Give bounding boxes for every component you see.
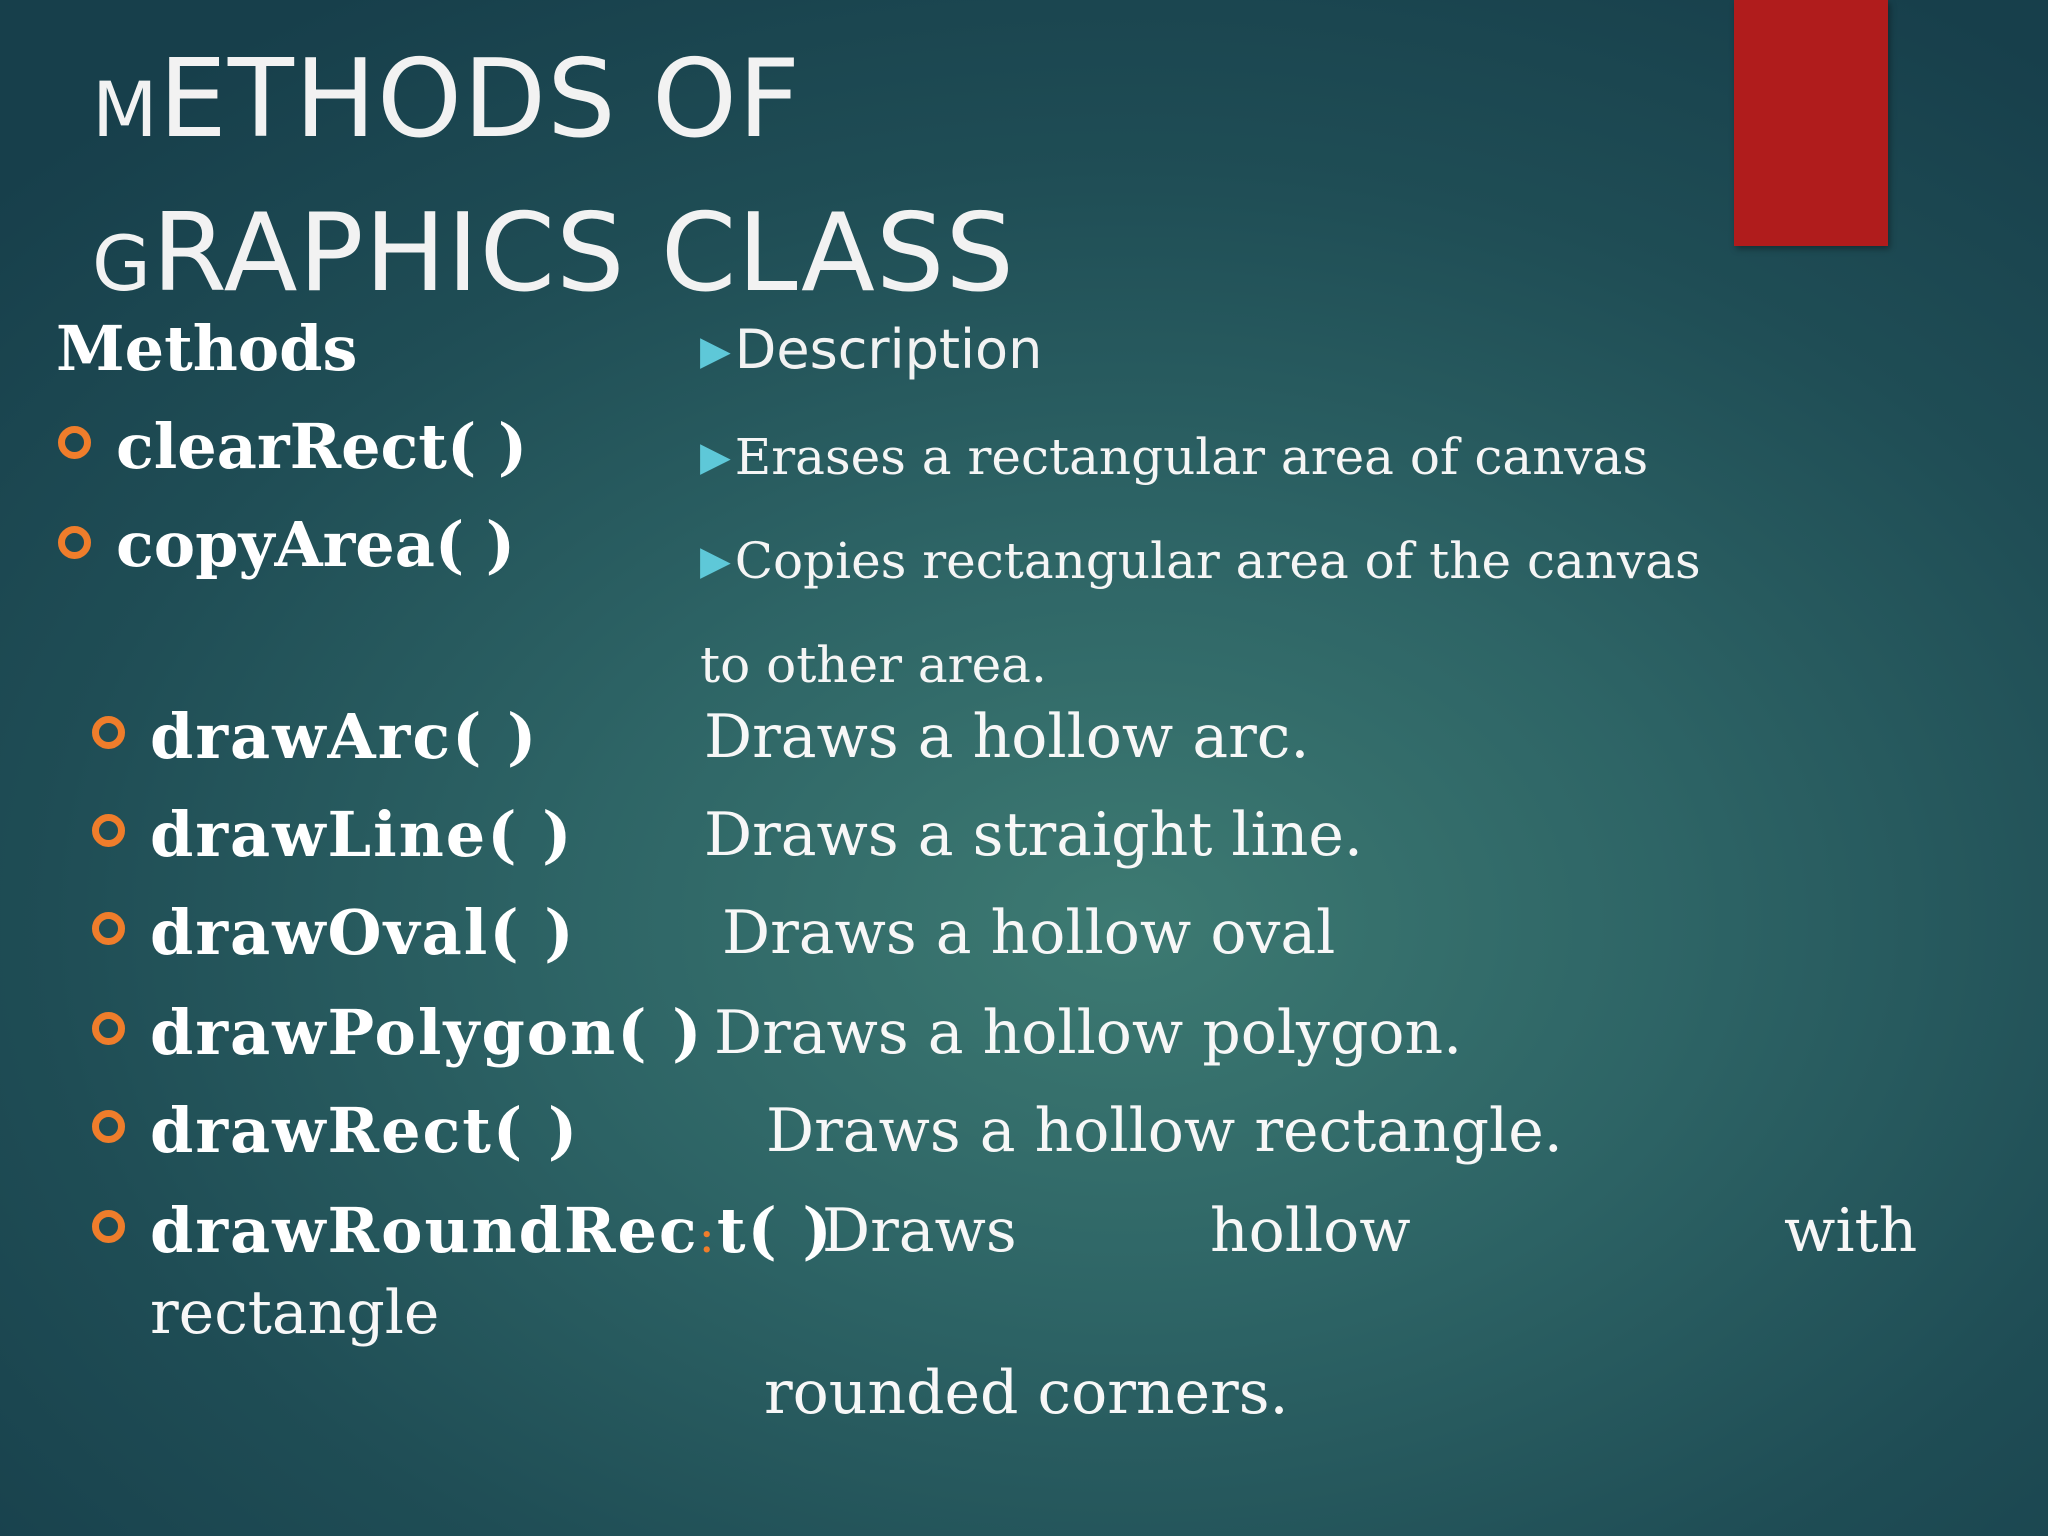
- method-drawroundrect: [150, 1194, 834, 1267]
- method-drawpolygon: drawPolygon( ): [150, 996, 704, 1069]
- triangle-arrow-icon: ▶: [700, 538, 731, 584]
- orange-ring-bullet-icon: [58, 426, 91, 459]
- slide-title: [92, 28, 1015, 336]
- desc-drawrect: Draws a hollow rectangle.: [766, 1096, 1563, 1166]
- desc-clearrect: [700, 428, 1648, 486]
- desc-drawroundrect-line3: rounded corners.: [764, 1358, 1289, 1428]
- method-drawroundrect-colon: :: [698, 1208, 717, 1264]
- orange-ring-bullet-icon: [92, 814, 125, 847]
- orange-ring-bullet-icon: [92, 1210, 125, 1243]
- desc-drawline: Draws a straight line.: [704, 800, 1364, 870]
- orange-ring-bullet-icon: [92, 716, 125, 749]
- desc-copyarea-continuation: to other area.: [700, 636, 1047, 694]
- triangle-arrow-icon: ▶: [700, 328, 731, 374]
- description-header: [700, 318, 1042, 381]
- orange-ring-bullet-icon: [92, 912, 125, 945]
- desc-drawroundrect-word3: with: [1784, 1196, 1918, 1266]
- method-drawarc: drawArc( ): [150, 700, 539, 773]
- method-clearrect: clearRect( ): [116, 410, 528, 483]
- desc-clearrect-text: Erases a rectangular area of canvas: [734, 428, 1649, 486]
- desc-drawroundrect-word1: Draws: [822, 1196, 1017, 1266]
- method-drawroundrect-part1: drawRoundRec: [150, 1194, 699, 1267]
- methods-header: Methods: [56, 312, 358, 385]
- method-drawroundrect-part2: t( ): [716, 1194, 834, 1267]
- triangle-arrow-icon: ▶: [700, 434, 731, 480]
- method-drawoval: drawOval( ): [150, 896, 576, 969]
- title-initial-g: G: [92, 219, 152, 308]
- method-drawline: drawLine( ): [150, 798, 574, 871]
- title-line2: RAPHICS CLASS: [151, 191, 1015, 316]
- desc-drawroundrect-word2: hollow: [1210, 1196, 1411, 1266]
- orange-ring-bullet-icon: [92, 1012, 125, 1045]
- method-copyarea: copyArea( ): [116, 508, 516, 581]
- desc-drawpolygon: Draws a hollow polygon.: [714, 998, 1463, 1068]
- desc-drawarc: Draws a hollow arc.: [704, 702, 1310, 772]
- title-initial-m: M: [92, 65, 159, 154]
- desc-copyarea-text: Copies rectangular area of the canvas: [734, 532, 1701, 590]
- description-header-label: Description: [734, 318, 1043, 381]
- method-drawrect: drawRect( ): [150, 1094, 580, 1167]
- desc-drawroundrect-line2: rectangle: [150, 1278, 440, 1348]
- orange-ring-bullet-icon: [58, 526, 91, 559]
- title-line1: ETHODS OF: [158, 37, 802, 162]
- desc-copyarea: [700, 532, 1701, 590]
- desc-drawoval: Draws a hollow oval: [722, 898, 1336, 968]
- orange-ring-bullet-icon: [92, 1110, 125, 1143]
- red-accent-tab: [1734, 0, 1888, 246]
